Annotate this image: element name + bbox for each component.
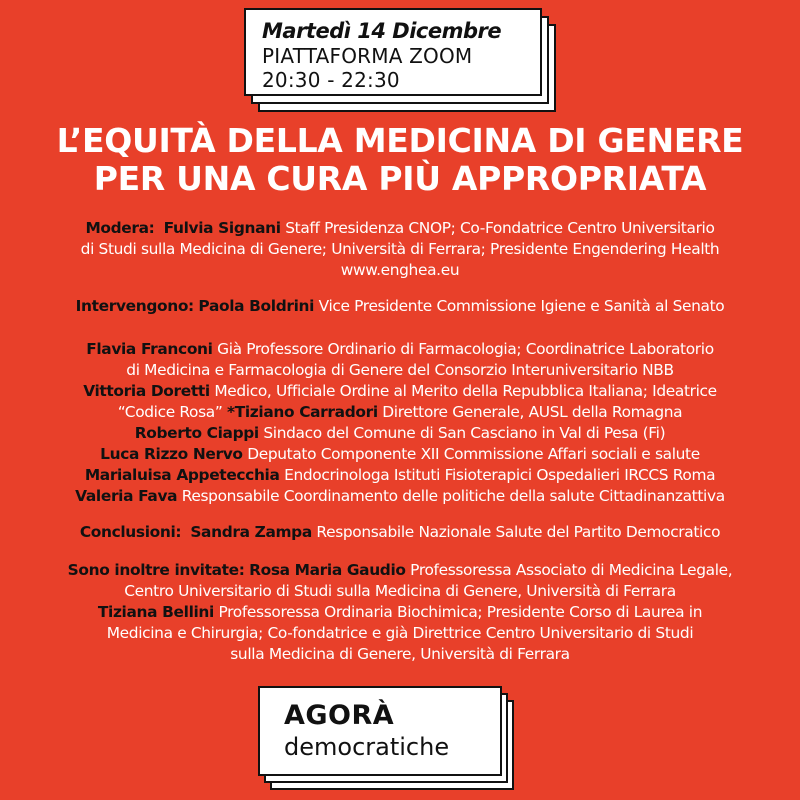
moderator-desc-2: di Studi sulla Medicina di Genere; Università di Ferrara; Presidente Engendering Health: [80, 240, 720, 258]
moderator-website: www.enghea.eu: [340, 261, 460, 279]
speaker-name: Paola Boldrini: [198, 297, 315, 315]
conclusions-block: [20, 522, 780, 543]
card-sheet-front: [258, 686, 502, 776]
moderator-name: Fulvia Signani: [163, 219, 281, 237]
invited-name: Rosa Maria Gaudio: [249, 561, 406, 579]
conclusions-desc: Responsabile Nazionale Salute del Partito Democratico: [311, 523, 721, 541]
speaker-desc: Deputato Componente XII Commissione Affari sociali e salute: [242, 445, 700, 463]
speakers-intro: [20, 296, 780, 317]
speaker-name: Marialuisa Appetecchia: [84, 466, 280, 484]
speaker-name: Vittoria Doretti: [83, 382, 210, 400]
invited-name: Tiziana Bellini: [97, 603, 214, 621]
speakers-label: Intervengono:: [75, 297, 194, 315]
conclusions-name: Sandra Zampa: [190, 523, 312, 541]
speaker-name: Valeria Fava: [75, 487, 178, 505]
speaker-desc: Responsabile Coordinamento delle politiche della salute Cittadinanzattiva: [177, 487, 725, 505]
speaker-desc: Medico, Ufficiale Ordine al Merito della Repubblica Italiana; Ideatrice: [209, 382, 717, 400]
speakers-list: [20, 339, 780, 507]
invited-block: [20, 560, 780, 665]
moderator-desc-1: Staff Presidenza CNOP; Co-Fondatrice Centro Universitario: [280, 219, 715, 237]
speaker-desc: Già Professore Ordinario di Farmacologia; Coordinatrice Laboratorio: [212, 340, 714, 358]
speaker-desc: Vice Presidente Commissione Igiene e Sanità al Senato: [314, 297, 725, 315]
speaker-name: Flavia Franconi: [86, 340, 213, 358]
invited-desc: Centro Universitario di Studi sulla Medicina di Genere, Università di Ferrara: [124, 582, 676, 600]
speaker-desc: di Medicina e Farmacologia di Genere del Consorzio Interuniversitario NBB: [126, 361, 674, 379]
title-line-2: PER UNA CURA PIÙ APPROPRIATA: [93, 159, 707, 198]
title-line-1: L’EQUITÀ DELLA MEDICINA DI GENERE: [56, 121, 744, 160]
invited-desc: sulla Medicina di Genere, Università di Ferrara: [230, 645, 570, 663]
invited-desc: Professoressa Associato di Medicina Legale,: [405, 561, 733, 579]
logo-title: AGORÀ: [284, 700, 395, 731]
invited-desc: Professoressa Ordinaria Biochimica; Presidente Corso di Laurea in: [213, 603, 703, 621]
speaker-name: Luca Rizzo Nervo: [100, 445, 243, 463]
conclusions-label: Conclusioni:: [79, 523, 182, 541]
speaker-desc: Endocrinologa Istituti Fisioterapici Ospedalieri IRCCS Roma: [279, 466, 716, 484]
agora-logo-card: [258, 686, 518, 794]
event-date: Martedì 14 Dicembre: [262, 19, 502, 43]
event-info-card: [244, 8, 560, 114]
speaker-name: *Tiziano Carradori: [227, 403, 378, 421]
moderator-label: Modera:: [85, 219, 155, 237]
moderator-block: [20, 218, 780, 281]
speaker-desc: “Codice Rosa”: [117, 403, 228, 421]
logo-subtitle: democratiche: [284, 733, 450, 761]
speaker-desc: Direttore Generale, AUSL della Romagna: [377, 403, 683, 421]
event-time: 20:30 - 22:30: [262, 68, 400, 92]
invited-label: Sono inoltre invitate:: [67, 561, 245, 579]
speaker-name: Roberto Ciappi: [134, 424, 259, 442]
page-title: [0, 122, 800, 198]
speaker-desc: Sindaco del Comune di San Casciano in Val di Pesa (Fi): [258, 424, 666, 442]
card-sheet-front: [244, 8, 542, 96]
invited-desc: Medicina e Chirurgia; Co-fondatrice e già Direttrice Centro Universitario di Studi: [106, 624, 694, 642]
program-text: [20, 218, 780, 665]
event-platform: PIATTAFORMA ZOOM: [262, 44, 473, 68]
